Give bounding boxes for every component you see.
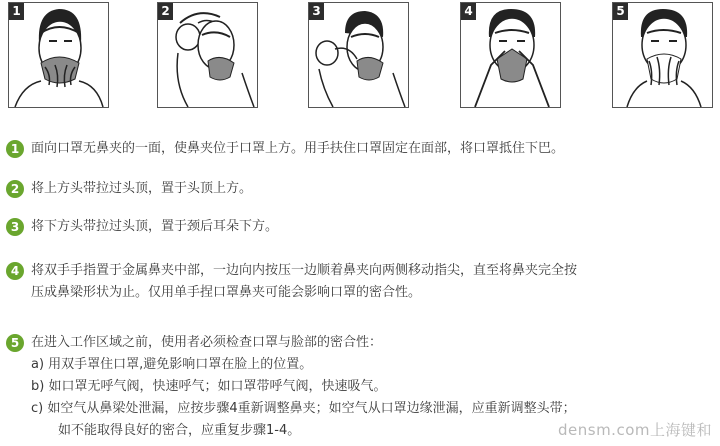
step-badge: 5	[6, 334, 24, 352]
panel-number: 2	[158, 3, 173, 20]
watermark: densm.com上海键和	[558, 421, 712, 439]
step-text: 面向口罩无鼻夹的一面，使鼻夹位于口罩上方。用手扶住口罩固定在面部，将口罩抵住下巴。	[31, 141, 565, 156]
step-badge: 2	[6, 180, 24, 198]
step-badge: 3	[6, 218, 24, 236]
step-badge: 1	[6, 140, 24, 158]
step-3	[6, 216, 714, 238]
step-sub-c-cont: 如不能取得良好的密合，应重复步骤1-4。	[58, 423, 301, 438]
step-text-line1: 将双手手指置于金属鼻夹中部，一边向内按压一边顺着鼻夹向两侧移动指尖，直至将鼻夹完全按	[31, 263, 578, 278]
seal-check-icon	[613, 3, 713, 108]
step-4-illustration	[460, 2, 561, 108]
step-text: 将下方头带拉过头顶，置于颈后耳朵下方。	[31, 219, 279, 234]
step-1	[6, 138, 714, 160]
lower-strap-pull-icon	[309, 3, 409, 108]
step-3-illustration	[308, 2, 409, 108]
panel-number: 1	[9, 3, 24, 20]
upper-strap-pull-icon	[158, 3, 258, 108]
step-2	[6, 178, 714, 200]
step-1-illustration	[8, 2, 109, 108]
panel-number: 5	[613, 3, 628, 20]
panel-number: 3	[309, 3, 324, 20]
step-text: 将上方头带拉过头顶，置于头顶上方。	[31, 181, 253, 196]
step-5-illustration	[612, 2, 713, 108]
step-sub-b: b) 如口罩无呼气阀，快速呼气；如口罩带呼气阀，快速吸气。	[31, 379, 387, 394]
panel-number: 4	[461, 3, 476, 20]
nose-clip-press-icon	[461, 3, 561, 108]
step-text-line2: 压成鼻梁形状为止。仅用单手捏口罩鼻夹可能会影响口罩的密合性。	[31, 285, 422, 300]
step-text-intro: 在进入工作区域之前，使用者必须检查口罩与脸部的密合性：	[31, 335, 383, 350]
step-sub-c: c) 如空气从鼻梁处泄漏，应按步骤4重新调整鼻夹；如空气从口罩边缘泄漏，应重新调整头带；	[31, 401, 576, 416]
step-badge: 4	[6, 262, 24, 280]
step-4	[6, 260, 714, 304]
step-sub-a: a) 用双手罩住口罩,避免影响口罩在脸上的位置。	[31, 357, 313, 372]
illustration-strip	[0, 0, 720, 112]
face-mask-hold-icon	[9, 3, 109, 108]
step-2-illustration	[157, 2, 258, 108]
